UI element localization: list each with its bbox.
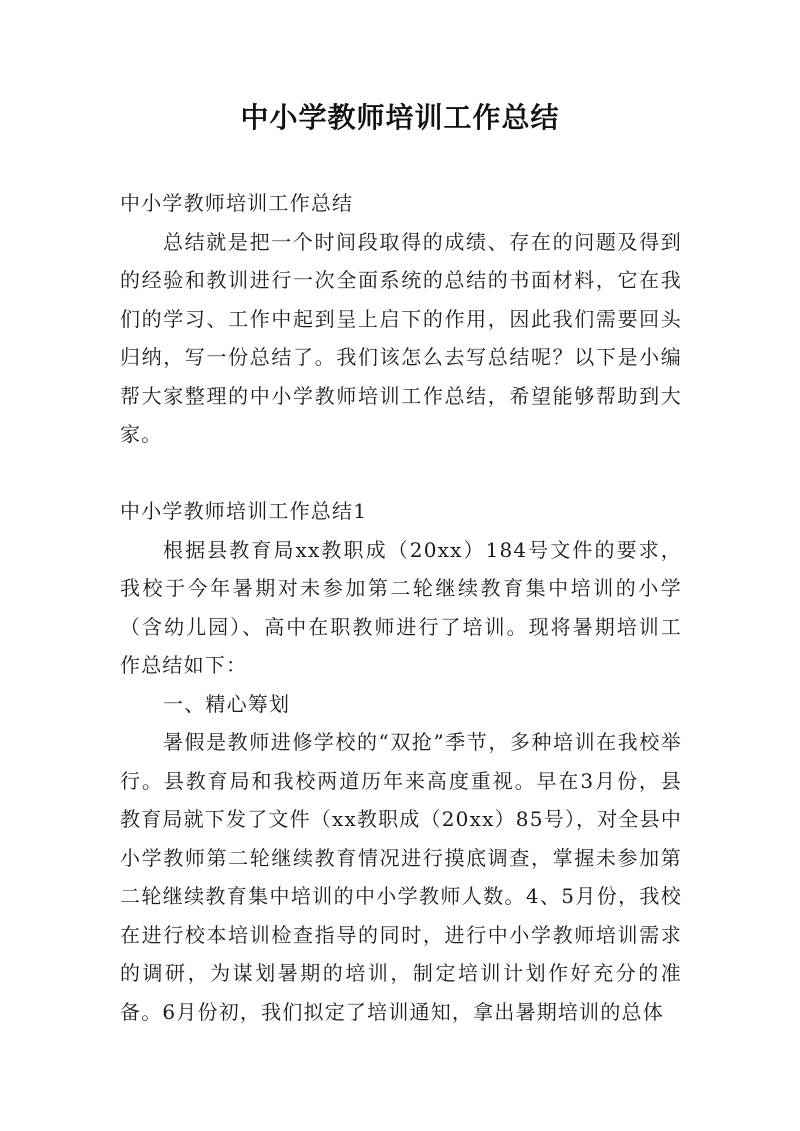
section-heading: 中小学教师培训工作总结1	[120, 499, 368, 523]
document-title: 中小学教师培训工作总结	[240, 101, 560, 134]
document-body	[120, 184, 682, 1031]
body-paragraph: 根据县教育局xx教职成（20xx）184号文件的要求，我校于今年暑期对未参加第二轮继续教育集中培训的小学（含幼儿园）、高中在职教师进行了培训。现将暑期培训工作总结如下：	[120, 537, 682, 677]
body-paragraph: 暑假是教师进修学校的“双抢”季节，多种培训在我校举行。县教育局和我校两道历年来高度重视。早在3月份，县教育局就下发了文件（xx教职成（20xx）85号），对全县中小学教师第二轮继续教育情况进行摸底调查，掌握未参加第二轮继续教育集中培训的中小学教师人数。4、5月份，我校在进行校本培训检查指导的同时，进行中小学教师培训需求的调研，为谋划暑期的培训，制定培训计划作好充分的准备。6月份初，我们拟定了培训通知，拿出暑期培训的总体	[120, 730, 683, 1024]
subsection-heading: 一、精心筹划	[163, 691, 291, 716]
section-heading: 中小学教师培训工作总结	[120, 191, 354, 215]
intro-paragraph: 总结就是把一个时间段取得的成绩、存在的问题及得到的经验和教训进行一次全面系统的总结的书面材料，它在我们的学习、工作中起到呈上启下的作用，因此我们需要回头归纳，写一份总结了。我们该怎么去写总结呢？以下是小编帮大家整理的中小学教师培训工作总结，希望能够帮助到大家。	[120, 229, 682, 446]
